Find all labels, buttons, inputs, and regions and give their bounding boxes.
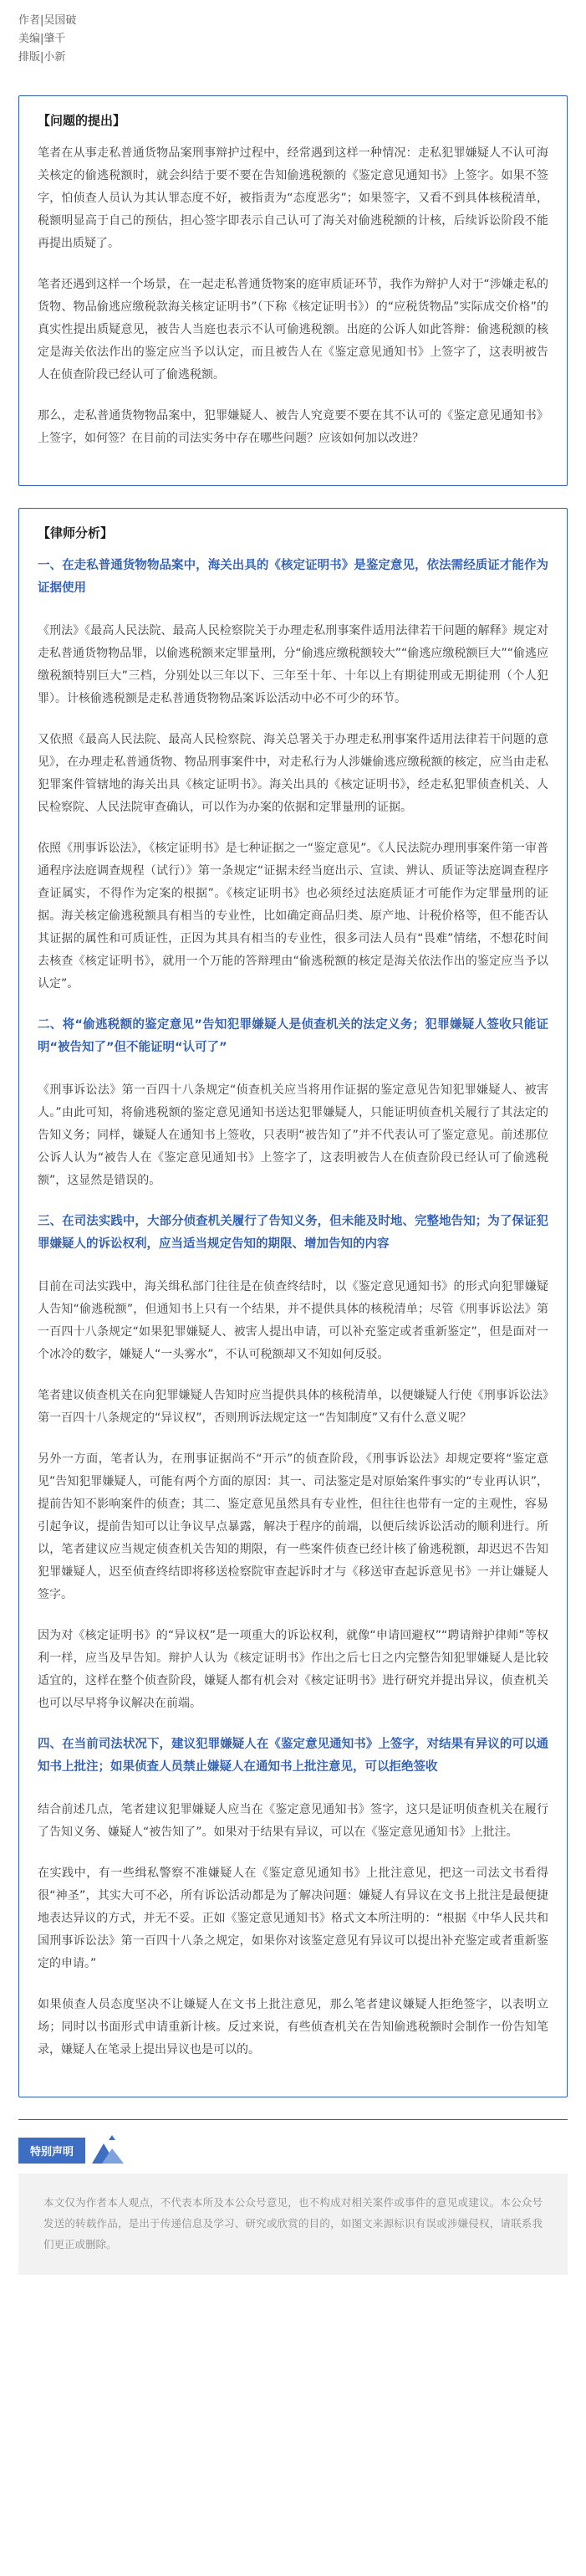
- notice-divider: [18, 2119, 568, 2120]
- author-line: 作者|吴国破: [18, 14, 77, 27]
- triangle-mountain-icon: [90, 2135, 125, 2165]
- notice-title: 特别声明: [18, 2138, 85, 2164]
- problem-section-body: [38, 142, 548, 450]
- problem-paragraph: 那么，走私普通货物物品案中，犯罪嫌疑人、被告人究竟要不要在其不认可的《鉴定意见通知书》上签字，如何签？在目前的司法实务中存在哪些问题？应该如何加以改进？: [38, 409, 548, 445]
- analysis-section-title: 【律师分析】: [38, 525, 114, 540]
- notice-header: [18, 2135, 568, 2165]
- analysis-paragraph: 如果侦查人员态度坚决不让嫌疑人在文书上批注意见，那么笔者建议嫌疑人拒绝签字，以表明立场；同时以书面形式申请重新计核。反过来说，有些侦查机关在告知偷逃税额时会制作一份告知笔录，嫌疑人在笔录上提出异议也是可以的。: [38, 1998, 548, 2056]
- problem-section: [18, 95, 568, 486]
- analysis-paragraph: 在实践中，有一些缉私警察不准嫌疑人在《鉴定意见通知书》上批注意见，把这一司法文书看得很“神圣”，其实大可不必，所有诉讼活动都是为了解决问题：嫌疑人有异议在文书上批注是最便捷地表达异议的方式，并无不妥。正如《鉴定意见通知书》格式文本所注明的：“根据《中华人民共和国刑事诉讼法》第一百四十八条之规定，如果你对该鉴定意见有异议可以提出补充鉴定或者重新鉴定的申请。”: [38, 1867, 548, 1970]
- problem-section-title: 【问题的提出】: [38, 113, 126, 128]
- analysis-section-body: [38, 555, 548, 2061]
- analysis-paragraph: 目前在司法实践中，海关缉私部门往往是在侦查终结时，以《鉴定意见通知书》的形式向犯罪嫌疑人告知“偷逃税额”，但通知书上只有一个结果，并不提供具体的核税清单；尽管《刑事诉讼法》第一百四十八条规定“如果犯罪嫌疑人、被害人提出申请，可以补充鉴定或者重新鉴定”，但是面对一个冰冷的数字，嫌疑人“一头雾水”，不认可税额却又不知如何反驳。: [38, 1280, 548, 1361]
- problem-paragraph: 笔者还遇到这样一个场景，在一起走私普通货物案的庭审质证环节，我作为辩护人对于“涉嫌走私的货物、物品偷逃应缴税款海关核定证明书”（下称《核定证明书》）的“应税货物品”实际成交价格”的真实性提出质疑意见，被告人当庭也表示不认可偷逃税额。出庭的公诉人如此答辩：偷逃税额的核定是海关依法作出的鉴定应当予以认定，而且被告人在《鉴定意见通知书》上签字了，这表明被告人在侦查阶段已经认可了偷逃税额。: [38, 278, 548, 382]
- analysis-paragraph: 结合前述几点，笔者建议犯罪嫌疑人应当在《鉴定意见通知书》签字，这只是证明侦查机关在履行了告知义务、嫌疑人“被告知了”。如果对于结果有异议，可以在《鉴定意见通知书》上批注。: [38, 1803, 548, 1839]
- notice-body: [18, 2174, 568, 2275]
- layout-line: 排版|小新: [18, 51, 66, 64]
- analysis-paragraph: 另外一方面，笔者认为，在刑事证据尚不“开示”的侦查阶段，《刑事诉讼法》却规定要将“鉴定意见”告知犯罪嫌疑人，可能有两个方面的原因：其一、司法鉴定是对原始案件事实的“专业再认识”，提前告知不影响案件的侦查；其二、鉴定意见虽然具有专业性，但往往也带有一定的主观性，容易引起争议，提前告知可以让争议早点暴露，解决于程序的前端，以便后续诉讼活动的顺利进行。所以，笔者建议应当规定侦查机关告知的期限，有一些案件侦查已经计核了偷逃税额，却迟迟不告知犯罪嫌疑人，迟至侦查终结即将移送检察院审查起诉时才与《移送审查起诉意见书》一并让嫌疑人签字。: [38, 1452, 548, 1601]
- analysis-paragraph: 笔者建议侦查机关在向犯罪嫌疑人告知时应当提供具体的核税清单，以便嫌疑人行使《刑事诉讼法》第一百四十八条规定的“异议权”，否则刑诉法规定这一“告知制度”又有什么意义呢？: [38, 1389, 548, 1425]
- analysis-paragraph: 《刑事诉讼法》第一百四十八条规定“侦查机关应当将用作证据的鉴定意见告知犯罪嫌疑人、被害人。”由此可知，将偷逃税额的鉴定意见通知书送达犯罪嫌疑人，只能证明侦查机关履行了其法定的告知义务；同样，嫌疑人在通知书上签收，只表明“被告知了”并不代表认可了鉴定意见。前述那位公诉人认为“被告人在《鉴定意见通知书》上签字了，这表明被告人在侦查阶段已经认可了偷逃税额”，这显然是错误的。: [38, 1083, 548, 1187]
- problem-paragraph: 笔者在从事走私普通货物品案刑事辩护过程中，经常遇到这样一种情况：走私犯罪嫌疑人不认可海关核定的偷逃税额时，就会纠结于要不要在告知偷逃税额的《鉴定意见通知书》上签字。如果不签字，怕侦查人员认为其认罪态度不好，被指责为“态度恶劣”；如果签字，又看不到具体核税清单，税额明显高于自己的预估，担心签字即表示自己认可了海关对偷逃税额的计核，后续诉讼阶段不能再提出质疑了。: [38, 146, 548, 250]
- analysis-paragraph: 因为对《核定证明书》的“异议权”是一项重大的诉讼权利，就像“申请回避权”“聘请辩护律师”等权利一样，应当及早告知。辩护人认为《核定证明书》作出之后七日之内完整告知犯罪嫌疑人是比较适宜的，这样在整个侦查阶段，嫌疑人都有机会对《核定证明书》进行研究并提出异议，侦查机关也可以尽早将争议解决在前端。: [38, 1629, 548, 1710]
- analysis-subheading: 二、将“偷逃税额的鉴定意见”告知犯罪嫌疑人是侦查机关的法定义务；犯罪嫌疑人签收只能证明“被告知了”但不能证明“认可了”: [38, 1018, 548, 1054]
- editor-line: 美编|肇千: [18, 33, 66, 45]
- analysis-paragraph: 依照《刑事诉讼法》，《核定证明书》是七种证据之一“鉴定意见”。《人民法院办理刑事案件第一审普通程序法庭调查规程（试行）》第一条规定“证据未经当庭出示、宣读、辨认、质证等法庭调查程序查证属实，不得作为定案的根据”。《核定证明书》也必须经过法庭质证才可能作为定罪量刑的证据。海关核定偷逃税额具有相当的专业性，比如确定商品归类、原产地、计税价格等，但不能否认其证据的属性和可质证性，正因为其具有相当的专业性，很多司法人员有“畏难”情绪，不想花时间去核查《核定证明书》，就用一个万能的答辩理由“偷逃税额的核定是海关依法作出的鉴定应当予以认定”。: [38, 842, 548, 991]
- notice-text: 本文仅为作者本人观点，不代表本所及本公众号意见，也不构成对相关案件或事件的意见或建议。本公众号发送的转载作品，是出于传递信息及学习、研究或欣赏的目的，如图文来源标识有误或涉嫌侵权，请联系我们更正或删除。: [43, 2196, 543, 2251]
- analysis-section: [18, 508, 568, 2097]
- analysis-subheading: 三、在司法实践中，大部分侦查机关履行了告知义务，但未能及时地、完整地告知；为了保证犯罪嫌疑人的诉讼权利，应当适当规定告知的期限、增加告知的内容: [38, 1215, 548, 1251]
- analysis-subheading: 一、在走私普通货物物品案中，海关出具的《核定证明书》是鉴定意见，依法需经质证才能作为证据使用: [38, 559, 548, 595]
- analysis-subheading: 四、在当前司法状况下，建议犯罪嫌疑人在《鉴定意见通知书》上签字，对结果有异议的可以通知书上批注；如果侦查人员禁止嫌疑人在通知书上批注意见，可以拒绝签收: [38, 1738, 548, 1774]
- article-meta: [18, 12, 568, 67]
- analysis-paragraph: 《刑法》《最高人民法院、最高人民检察院关于办理走私刑事案件适用法律若干问题的解释》规定对走私普通货物物品罪，以偷逃税额来定罪量刑，分“偷逃应缴税额较大”“偷逃应缴税额巨大”“偷逃应缴税额特别巨大”三档，分别处以三年以下、三年至十年、十年以上有期徒刑或无期徒刑（个人犯罪）。计核偷逃税额是走私普通货物物品案诉讼活动中必不可少的环节。: [38, 624, 548, 705]
- analysis-paragraph: 又依照《最高人民法院、最高人民检察院、海关总署关于办理走私刑事案件适用法律若干问题的意见》，在办理走私普通货物、物品刑事案件中，对走私行为人涉嫌偷逃应缴税额的核定，应当由走私犯罪案件管辖地的海关出具《核定证明书》。海关出具的《核定证明书》，经走私犯罪侦查机关、人民检察院、人民法院审查确认，可以作为办案的依据和定罪量刑的证据。: [38, 733, 548, 814]
